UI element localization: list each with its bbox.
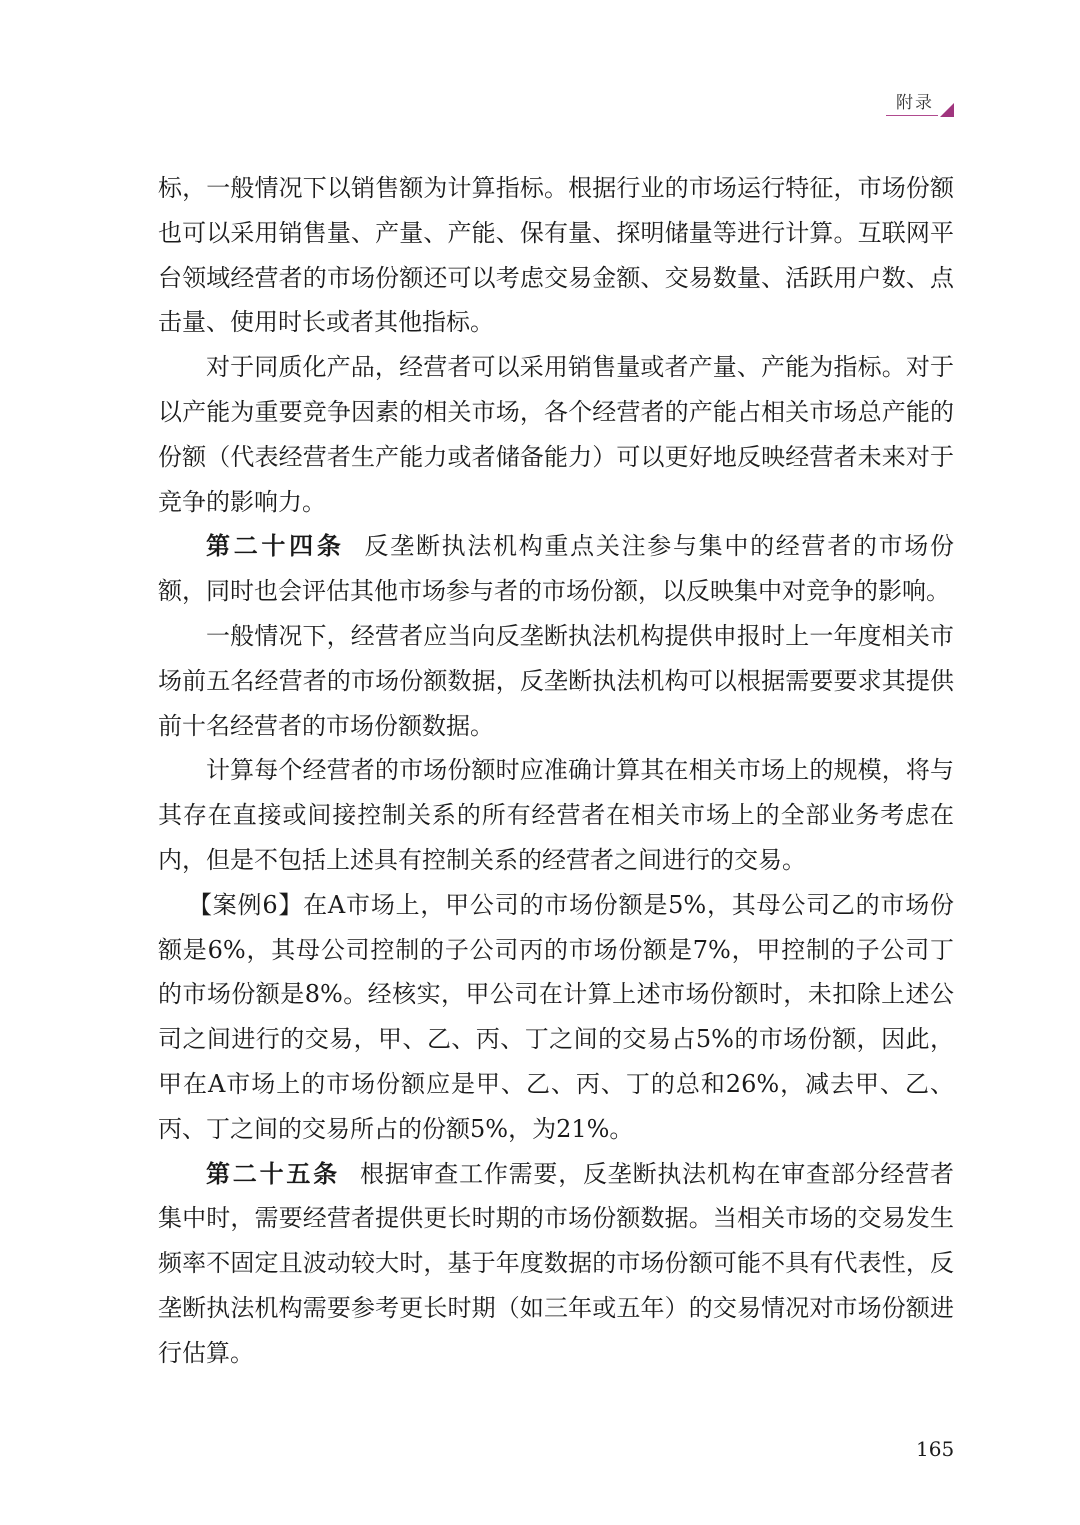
paragraph-text: 标，一般情况下以销售额为计算指标。根据行业的市场运行特征，市场份额也可以采用销售量、产量、产能、保有量、探明储量等进行计算。互联网平台领域经营者的市场份额还可以考虑交易金额、交易数量、活跃用户数、点击量、使用时长或者其他指标。: [158, 174, 954, 337]
paragraph: [158, 614, 954, 748]
paragraph: [158, 748, 954, 882]
paragraph-text: 反垄断执法机构重点关注参与集中的经营者的市场份额，同时也会评估其他市场参与者的市场份额，以反映集中对竞争的影响。: [158, 532, 955, 606]
paragraph-text: 对于同质化产品，经营者可以采用销售量或者产量、产能为指标。对于以产能为重要竞争因素的相关市场，各个经营者的产能占相关市场总产能的份额（代表经营者生产能力或者储备能力）可以更好地反映经营者未来对于竞争的影响力。: [158, 353, 954, 516]
paragraph-text: 一般情况下，经营者应当向反垄断执法机构提供申报时上一年度相关市场前五名经营者的市场份额数据，反垄断执法机构可以根据需要要求其提供前十名经营者的市场份额数据。: [158, 621, 954, 740]
paragraph-text: 计算每个经营者的市场份额时应准确计算其在相关市场上的规模，将与其存在直接或间接控制关系的所有经营者在相关市场上的全部业务考虑在内，但是不包括上述具有控制关系的经营者之间进行的交易。: [158, 756, 954, 874]
article-24-paragraph: [158, 524, 954, 614]
page-number: 165: [916, 1437, 955, 1461]
article-title: 第二十五条: [206, 1159, 340, 1188]
article-25-paragraph: [158, 1152, 954, 1376]
header-rule: [886, 115, 938, 116]
case-6-paragraph: [158, 883, 954, 1152]
paragraph-text: 根据审查工作需要，反垄断执法机构在审查部分经营者集中时，需要经营者提供更长时期的市场份额数据。当相关市场的交易发生频率不固定且波动较大时，基于年度数据的市场份额可能不具有代表性，反垄断执法机构需要参考更长时期（如三年或五年）的交易情况对市场份额进行估算。: [158, 1159, 955, 1367]
corner-triangle-icon: [940, 103, 954, 117]
paragraph-text: 【案例6】在A市场上，甲公司的市场份额是5%，其母公司乙的市场份额是6%，其母公司控制的子公司丙的市场份额是7%，甲控制的子公司丁的市场份额是8%。经核实，甲公司在计算上述市场份额时，未扣除上述公司之间进行的交易，甲、乙、丙、丁之间的交易占5%的市场份额，因此，甲在A市场上的市场份额应是甲、乙、丙、丁的总和26%，减去甲、乙、丙、丁之间的交易所占的份额5%，为21%。: [158, 890, 954, 1143]
paragraph: [158, 345, 954, 524]
article-title: 第二十四条: [206, 532, 345, 561]
body-text: [158, 166, 954, 1376]
paragraph-continued: [158, 166, 954, 345]
running-header: [886, 88, 958, 120]
section-label: 附录: [896, 93, 934, 113]
